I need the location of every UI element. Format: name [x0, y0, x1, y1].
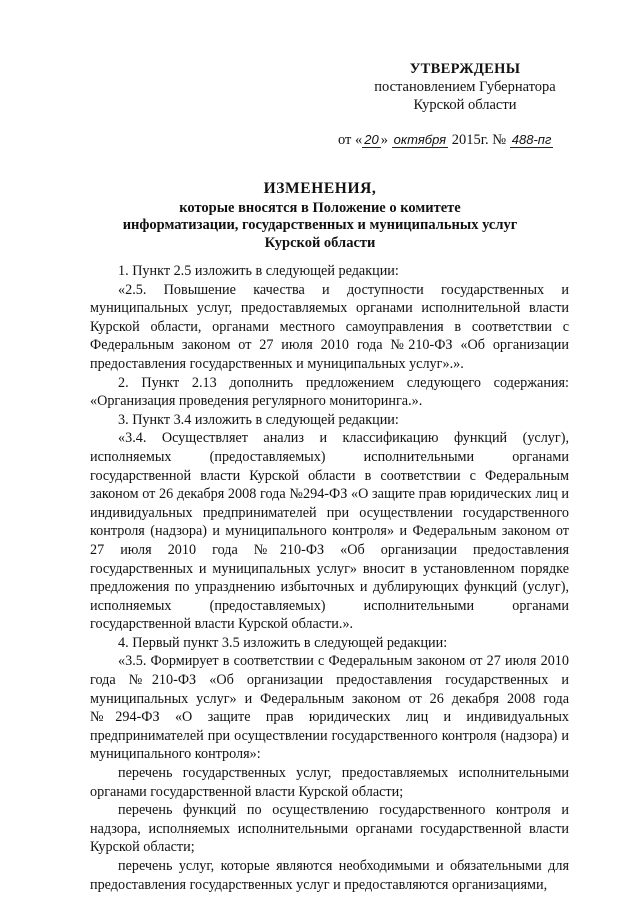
paragraph-9: перечень функций по осуществлению государственного контроля и надзора, исполняемых исполнительными органами государственной власти Курской области;: [90, 802, 569, 856]
heading-line-4: Курской области: [264, 234, 376, 251]
decree-prefix: от «: [338, 132, 363, 148]
approval-authority: постановлением Губернатора: [374, 79, 556, 95]
paragraph-5: «3.4. Осуществляет анализ и классификацию функций (услуг), исполняемых (предоставляемых) исполнительными органами государственной власти Курской области в соответствии с Федеральным законом от 26 декабря 2008 года №294-ФЗ «О защите прав юридических лиц и индивидуальных предпринимателей при осуществлении государственного контроля (надзора) и муниципального контроля» и Федеральным законом от 27 июля 2010 года №210-ФЗ «Об организации предоставления государственных и муниципальных услуг» вносит в установленном порядке предложения по упразднению избыточных и дублирующих функций (услуг), исполняемых (предоставляемых) исполнительными органами государственной власти Курской области.».: [90, 430, 569, 633]
document-body: [90, 262, 569, 894]
approval-stamp: [360, 60, 570, 114]
paragraph-2: «2.5. Повышение качества и доступности государственных и муниципальных услуг, предоставляемых органами исполнительной власти Курской области, органами местного самоуправления в соответствии с Федеральным законом от 27 июля 2010 года №210-ФЗ «Об организации предоставления государственных и муниципальных услуг».».: [90, 281, 569, 372]
paragraph-8: перечень государственных услуг, предоставляемых исполнительными органами государственной власти Курской области;: [90, 765, 569, 800]
decree-day: 20: [364, 132, 379, 147]
decree-reference: [338, 131, 608, 149]
paragraph-6: 4. Первый пункт 3.5 изложить в следующей редакции:: [118, 634, 448, 651]
decree-number: 488-пг: [511, 132, 552, 147]
paragraph-10: перечень услуг, которые являются необходимыми и обязательными для предоставления государственных услуг и предоставляются организациями,: [90, 858, 569, 893]
decree-separator: »: [380, 132, 392, 148]
heading-line-3: информатизации, государственных и муниципальных услуг: [122, 217, 518, 233]
paragraph-1: 1. Пункт 2.5 изложить в следующей редакции:: [118, 263, 399, 279]
approval-title: УТВЕРЖДЕНЫ: [409, 61, 521, 77]
paragraph-7: «3.5. Формирует в соответствии с Федеральным законом от 27 июля 2010 года №210-ФЗ «Об организации предоставления государственных и муниципальных услуг» и Федеральным законом от 26 декабря 2008 года №294-ФЗ «О защите прав юридических лиц и индивидуальных предпринимателей при осуществлении государственного контроля (надзора) и муниципального контроля»:: [90, 653, 569, 763]
decree-month: октября: [393, 132, 447, 147]
paragraph-3: 2. Пункт 2.13 дополнить предложением следующего содержания: «Организация проведения регулярного мониторинга.».: [90, 374, 569, 410]
approval-region: Курской области: [413, 97, 517, 113]
document-heading: [90, 180, 550, 252]
paragraph-4: 3. Пункт 3.4 изложить в следующей редакции:: [118, 411, 399, 428]
heading-line-2: которые вносятся в Положение о комитете: [179, 199, 461, 216]
decree-year: 2015г. №: [448, 132, 510, 148]
heading-title: ИЗМЕНЕНИЯ,: [263, 180, 377, 197]
